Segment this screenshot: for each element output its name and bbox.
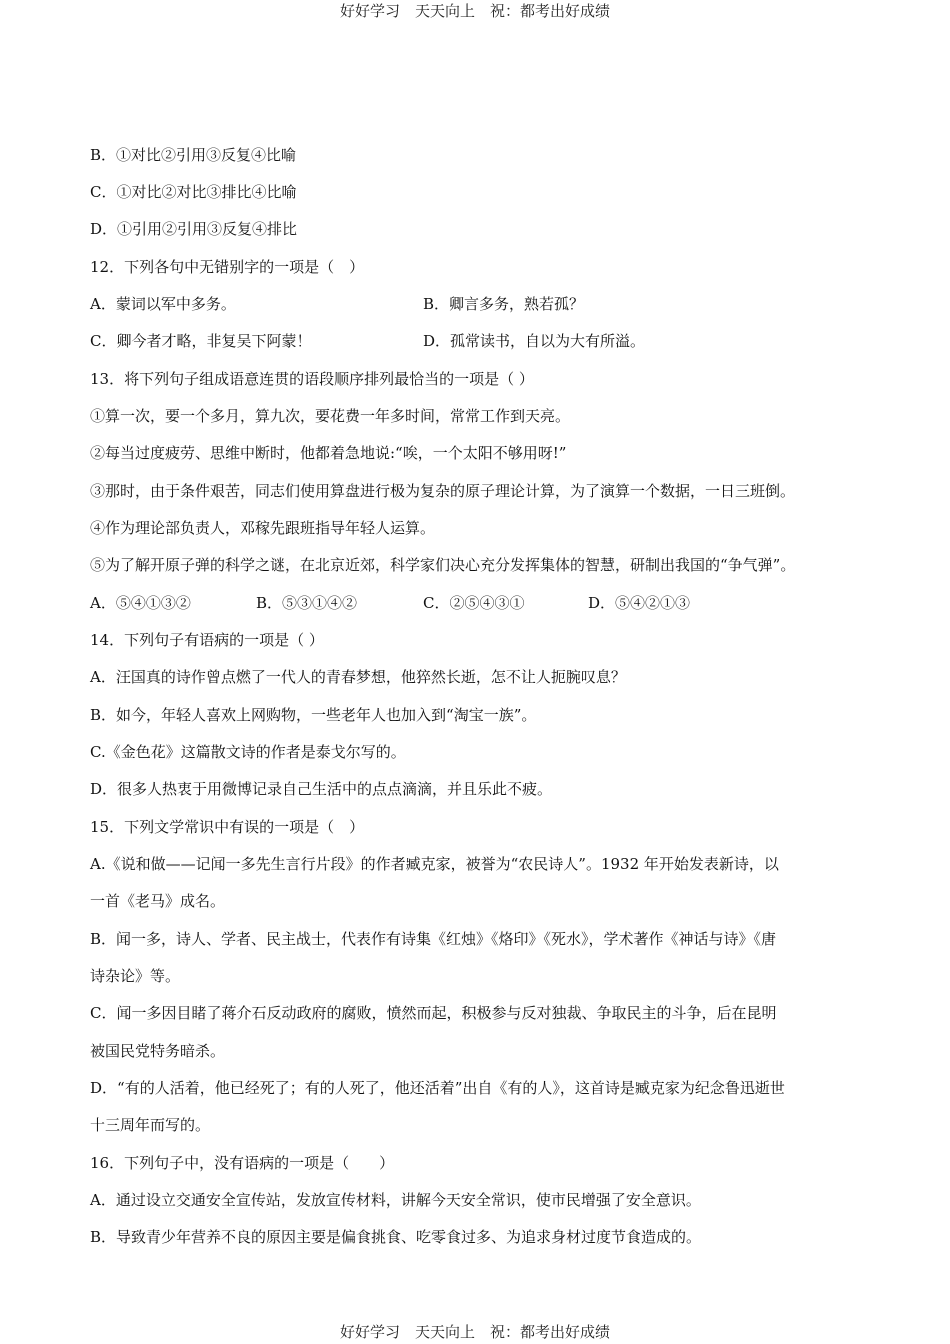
question-15: 15．下列文学常识中有误的一项是（ ） — [90, 818, 365, 836]
sentence-4: ④作为理论部负责人，邓稼先跟班指导年轻人运算。 — [90, 519, 436, 537]
question-12: 12．下列各句中无错别字的一项是（ ） — [90, 258, 365, 276]
option-d-15-line1: D．“有的人活着，他已经死了；有的人死了，他还活着”出自《有的人》，这首诗是臧克家为纪念鲁迅逝世 — [90, 1079, 785, 1097]
option-a-12: A．蒙词以军中多务。 — [90, 295, 236, 313]
option-a-16: A．通过设立交通安全宣传站，发放宣传材料，讲解今天安全常识，使市民增强了安全意识。 — [90, 1191, 701, 1209]
sentence-1: ①算一次，要一个多月，算九次，要花费一年多时间，常常工作到天亮。 — [90, 407, 571, 425]
option-a-13: A．⑤④①③② — [90, 594, 191, 612]
option-b-11: B．①对比②引用③反复④比喻 — [90, 146, 297, 164]
option-b-16: B．导致青少年营养不良的原因主要是偏食挑食、吃零食过多、为追求身材过度节食造成的。 — [90, 1228, 702, 1246]
page-footer: 好好学习 天天向上 祝：都考出好成绩 — [339, 1323, 610, 1341]
option-c-15-line2: 被国民党特务暗杀。 — [90, 1042, 226, 1060]
option-d-14: D．很多人热衷于用微博记录自己生活中的点点滴滴，并且乐此不疲。 — [90, 780, 553, 798]
question-13: 13．将下列句子组成语意连贯的语段顺序排列最恰当的一项是（ ） — [90, 370, 534, 388]
option-a-15-line2: 一首《老马》成名。 — [90, 892, 226, 910]
sentence-2: ②每当过度疲劳、思维中断时，他都着急地说:“唉，一个太阳不够用呀!” — [90, 444, 567, 462]
option-d-12: D．孤常读书，自以为大有所溢。 — [423, 332, 646, 350]
option-c-13: C．②⑤④③① — [423, 594, 525, 612]
option-b-15-line1: B．闻一多，诗人、学者、民主战士，代表作有诗集《红烛》《烙印》《死水》，学术著作《神话与诗》《唐 — [90, 930, 777, 948]
option-a-15-line1: A.《说和做——记闻一多先生言行片段》的作者臧克家，被誉为“农民诗人”。1932 年开始发表新诗，以 — [90, 855, 779, 873]
option-c-11: C．①对比②对比③排比④比喻 — [90, 183, 297, 201]
question-16: 16．下列句子中，没有语病的一项是（ ） — [90, 1154, 395, 1172]
question-14: 14．下列句子有语病的一项是（ ） — [90, 631, 324, 649]
option-c-15-line1: C．闻一多因目睹了蒋介石反动政府的腐败，愤然而起，积极参与反对独裁、争取民主的斗争，后在昆明 — [90, 1004, 777, 1022]
option-a-14: A．汪国真的诗作曾点燃了一代人的青春梦想，他猝然长逝，怎不让人扼腕叹息？ — [90, 668, 626, 686]
option-c-14: C.《金色花》这篇散文诗的作者是泰戈尔写的。 — [90, 743, 406, 761]
option-d-11: D．①引用②引用③反复④排比 — [90, 220, 298, 238]
option-d-13: D．⑤④②①③ — [588, 594, 691, 612]
option-b-12: B．卿言多务，熟若孤？ — [423, 295, 585, 313]
sentence-3: ③那时，由于条件艰苦，同志们使用算盘进行极为复杂的原子理论计算，为了演算一个数据，一日三班倒。 — [90, 482, 796, 500]
page-header: 好好学习 天天向上 祝：都考出好成绩 — [339, 2, 610, 20]
option-b-15-line2: 诗杂论》等。 — [90, 967, 181, 985]
option-b-14: B．如今，年轻人喜欢上网购物，一些老年人也加入到“淘宝一族”。 — [90, 706, 537, 724]
option-b-13: B．⑤③①④② — [256, 594, 358, 612]
sentence-5: ⑤为了解开原子弹的科学之谜，在北京近郊，科学家们决心充分发挥集体的智慧，研制出我国的“争气弹”。 — [90, 556, 796, 574]
option-d-15-line2: 十三周年而写的。 — [90, 1116, 211, 1134]
option-c-12: C．卿今者才略，非复吴下阿蒙！ — [90, 332, 312, 350]
